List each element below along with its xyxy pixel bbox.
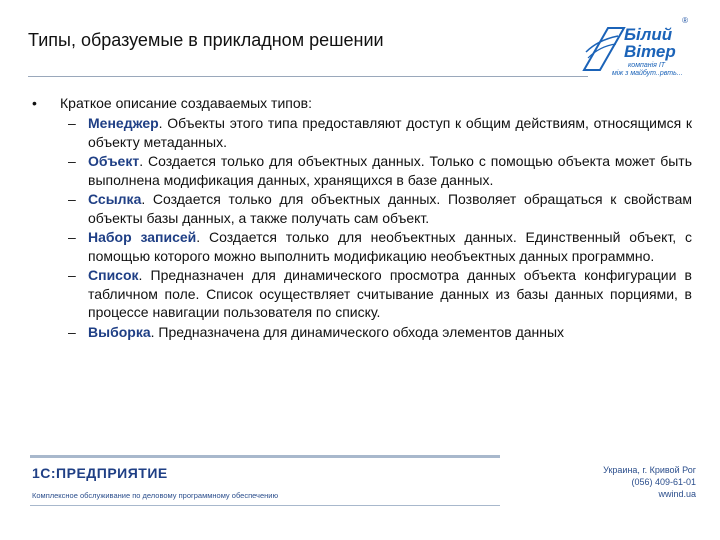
dash-marker: –	[68, 153, 76, 169]
bullet-item	[32, 94, 692, 112]
footer-location: Украина, г. Кривой Рог	[603, 465, 696, 475]
footer-subtitle: Комплексное обслуживание по деловому программному обеспечению	[32, 491, 279, 500]
footer-divider-top	[30, 455, 500, 458]
dash-marker: –	[68, 115, 76, 131]
type-description: . Создается только для объектных данных. Только с помощью объекта может быть выполнена модификация данных, хранящихся в базе данных.	[88, 153, 692, 188]
dash-marker: –	[68, 323, 76, 340]
logo-tagline-line1: компанія IT	[628, 62, 666, 69]
type-term: Список	[88, 267, 139, 283]
footer-brand: 1С:ПРЕДПРИЯТИЕ	[32, 465, 168, 481]
footer-brand-block	[32, 465, 278, 500]
logo-brand-line1: Білий	[624, 25, 673, 44]
list-item	[32, 190, 692, 227]
type-description: . Создается только для объектных данных. Позволяет обращаться к свойствам объекты базы данных, а также получать сам объект.	[88, 191, 692, 226]
dash-marker: –	[68, 191, 76, 207]
type-description: . Предназначена для динамического обхода элементов данных	[150, 323, 565, 340]
list-item	[32, 266, 692, 322]
company-logo	[578, 18, 698, 82]
type-term: Менеджер	[88, 115, 159, 131]
footer-website: wwind.ua	[658, 489, 696, 499]
list-item	[32, 323, 692, 342]
type-list	[32, 114, 692, 341]
content-body	[32, 94, 692, 342]
bullet-intro: Краткое описание создаваемых типов:	[60, 95, 312, 111]
type-description: . Объекты этого типа предоставляют доступ к общим действиям, относящимся к объекту метаданных.	[88, 115, 692, 150]
footer-phone: (056) 409-61-01	[631, 477, 696, 487]
list-item	[32, 228, 692, 265]
type-term: Набор записей	[88, 229, 197, 245]
type-description: . Создается только для необъектных данных. Единственный объект, с помощью которого можно выполнить модификацию необъектных данных программно.	[88, 229, 692, 264]
type-description: . Предназначен для динамического просмотра данных объекта конфигурации в табличном поле. Список осуществляет считывание данных из базы данных порциями, в процессе навигации пользователя по списку.	[88, 267, 692, 320]
logo-tagline-line2: між з майбут..рвть...	[612, 70, 683, 77]
type-term: Ссылка	[88, 191, 142, 207]
list-item	[32, 152, 692, 189]
dash-marker: –	[68, 267, 76, 283]
header-divider	[28, 76, 588, 77]
logo-brand-line2: Вітер	[624, 42, 676, 61]
list-item	[32, 114, 692, 151]
type-term: Объект	[88, 153, 140, 169]
slide-title: Типы, образуемые в прикладном решении	[28, 30, 384, 50]
registered-mark: ®	[682, 16, 688, 25]
footer-contacts	[603, 464, 696, 500]
footer-divider-bottom	[30, 505, 500, 506]
type-term: Выборка	[88, 323, 151, 340]
bullet-marker: •	[32, 95, 37, 111]
dash-marker: –	[68, 229, 76, 245]
